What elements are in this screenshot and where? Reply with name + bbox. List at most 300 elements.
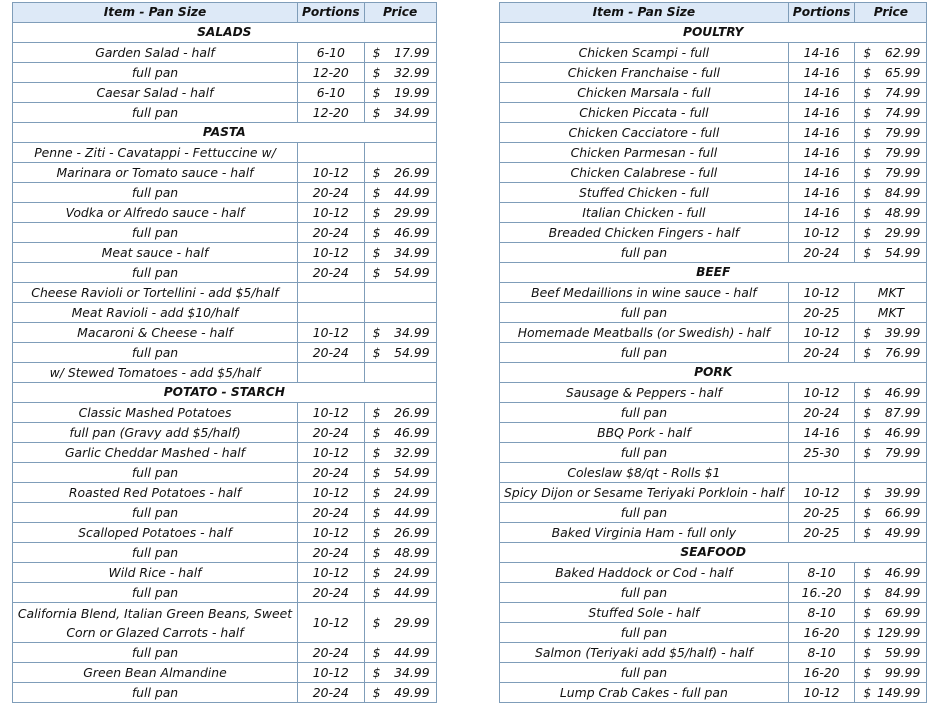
- price-value: 34.99: [394, 105, 430, 120]
- portions-cell: 14-16: [788, 163, 855, 183]
- portions-cell: 14-16: [788, 83, 855, 103]
- portions-cell: [788, 463, 855, 483]
- section-row: [13, 23, 437, 43]
- currency-symbol: $: [372, 545, 381, 560]
- item-name: full pan: [500, 503, 789, 523]
- price-value: 44.99: [394, 505, 430, 520]
- price-cell: [855, 323, 927, 343]
- price-value: 44.99: [394, 645, 430, 660]
- price-cell: [364, 83, 436, 103]
- item-name: Coleslaw $8/qt - Rolls $1: [500, 463, 789, 483]
- item-name: [13, 603, 298, 643]
- price-cell: [364, 463, 436, 483]
- currency-symbol: $: [863, 645, 872, 660]
- header-row: [500, 3, 927, 23]
- table-row: [13, 263, 437, 283]
- price-cell: [855, 123, 927, 143]
- item-name: Caesar Salad - half: [13, 83, 298, 103]
- currency-symbol: $: [863, 685, 872, 700]
- item-name: full pan: [13, 503, 298, 523]
- price-cell: [855, 103, 927, 123]
- currency-symbol: $: [372, 565, 381, 580]
- price-value: 26.99: [394, 165, 430, 180]
- price-cell: [364, 163, 436, 183]
- table-row: [500, 203, 927, 223]
- item-name: Chicken Parmesan - full: [500, 143, 789, 163]
- price-cell: [855, 383, 927, 403]
- portions-cell: 10-12: [298, 403, 365, 423]
- currency-symbol: $: [372, 205, 381, 220]
- item-name: Sausage & Peppers - half: [500, 383, 789, 403]
- portions-cell: 20-24: [298, 643, 365, 663]
- currency-symbol: $: [863, 185, 872, 200]
- price-value: 129.99: [877, 625, 921, 640]
- price-cell: [364, 343, 436, 363]
- currency-symbol: $: [372, 405, 381, 420]
- section-title: BEEF: [500, 263, 927, 283]
- currency-symbol: $: [863, 405, 872, 420]
- portions-cell: 10-12: [298, 603, 365, 643]
- item-name: Meat sauce - half: [13, 243, 298, 263]
- price-value: 149.99: [877, 685, 921, 700]
- currency-symbol: $: [372, 45, 381, 60]
- table-row: [13, 483, 437, 503]
- item-name: full pan: [500, 303, 789, 323]
- price-value: 29.99: [394, 615, 430, 630]
- table-row: [13, 603, 437, 643]
- price-value: 54.99: [394, 265, 430, 280]
- portions-cell: 14-16: [788, 203, 855, 223]
- item-name: full pan: [13, 683, 298, 703]
- item-name: full pan: [13, 63, 298, 83]
- portions-cell: 10-12: [298, 443, 365, 463]
- table-row: [500, 303, 927, 323]
- item-name: Lump Crab Cakes - full pan: [500, 683, 789, 703]
- portions-cell: 10-12: [788, 383, 855, 403]
- table-row: [500, 683, 927, 703]
- table-row: [500, 623, 927, 643]
- item-name: Homemade Meatballs (or Swedish) - half: [500, 323, 789, 343]
- table-row: [500, 103, 927, 123]
- currency-symbol: $: [863, 145, 872, 160]
- portions-cell: [298, 143, 365, 163]
- item-name: Salmon (Teriyaki add $5/half) - half: [500, 643, 789, 663]
- currency-symbol: $: [372, 325, 381, 340]
- price-value: 49.99: [394, 685, 430, 700]
- price-value: 79.99: [884, 445, 921, 460]
- price-value: 32.99: [394, 445, 430, 460]
- section-title: POTATO - STARCH: [13, 383, 437, 403]
- portions-cell: 20-24: [298, 343, 365, 363]
- table-row: [13, 343, 437, 363]
- price-value: 69.99: [884, 605, 921, 620]
- currency-symbol: $: [863, 125, 872, 140]
- portions-cell: 20-24: [298, 543, 365, 563]
- currency-symbol: $: [372, 165, 381, 180]
- table-row: [500, 83, 927, 103]
- table-row: [500, 483, 927, 503]
- table-row: [13, 223, 437, 243]
- item-name: full pan: [13, 263, 298, 283]
- item-name: full pan: [500, 663, 789, 683]
- table-row: [13, 103, 437, 123]
- table-row: [500, 283, 927, 303]
- price-cell: [364, 283, 436, 303]
- price-value: 65.99: [884, 65, 921, 80]
- table-row: [500, 583, 927, 603]
- portions-cell: 14-16: [788, 123, 855, 143]
- section-row: [13, 123, 437, 143]
- header-row: [13, 3, 437, 23]
- currency-symbol: $: [863, 105, 872, 120]
- item-name: full pan: [13, 343, 298, 363]
- header-item: Item - Pan Size: [13, 3, 298, 23]
- portions-cell: 20-24: [298, 183, 365, 203]
- currency-symbol: $: [372, 645, 381, 660]
- currency-symbol: $: [372, 525, 381, 540]
- item-name: Stuffed Sole - half: [500, 603, 789, 623]
- item-name: Chicken Scampi - full: [500, 43, 789, 63]
- price-value: 17.99: [394, 45, 430, 60]
- section-title: POULTRY: [500, 23, 927, 43]
- right-table-body: [500, 23, 927, 703]
- item-name: full pan: [500, 343, 789, 363]
- price-cell: [364, 243, 436, 263]
- portions-cell: 10-12: [788, 283, 855, 303]
- price-cell: [855, 563, 927, 583]
- table-row: [13, 183, 437, 203]
- table-row: [13, 503, 437, 523]
- table-row: [500, 163, 927, 183]
- portions-cell: 20-24: [298, 503, 365, 523]
- item-name: Beef Medaillions in wine sauce - half: [500, 283, 789, 303]
- currency-symbol: $: [863, 385, 872, 400]
- table-row: [13, 403, 437, 423]
- item-name: Green Bean Almandine: [13, 663, 298, 683]
- price-cell: [855, 83, 927, 103]
- portions-cell: 20-24: [788, 403, 855, 423]
- portions-cell: 12-20: [298, 103, 365, 123]
- right-menu-table: [499, 2, 927, 703]
- item-name: w/ Stewed Tomatoes - add $5/half: [13, 363, 298, 383]
- portions-cell: 20-24: [298, 423, 365, 443]
- portions-cell: 14-16: [788, 423, 855, 443]
- price-value: 29.99: [884, 225, 921, 240]
- table-row: [13, 563, 437, 583]
- currency-symbol: $: [863, 45, 872, 60]
- item-name: Penne - Ziti - Cavatappi - Fettuccine w/: [13, 143, 298, 163]
- price-value: 46.99: [394, 425, 430, 440]
- portions-cell: 10-12: [788, 223, 855, 243]
- price-value: 76.99: [884, 345, 921, 360]
- price-value: MKT: [877, 305, 905, 320]
- table-row: [13, 283, 437, 303]
- portions-cell: 20-24: [298, 223, 365, 243]
- price-value: 46.99: [884, 565, 921, 580]
- price-value: 79.99: [884, 165, 921, 180]
- item-name: full pan: [13, 183, 298, 203]
- portions-cell: 10-12: [788, 323, 855, 343]
- price-cell: [364, 43, 436, 63]
- table-row: [500, 43, 927, 63]
- price-cell: [855, 283, 927, 303]
- portions-cell: 10-12: [298, 163, 365, 183]
- item-name: Chicken Franchaise - full: [500, 63, 789, 83]
- item-name-line: Corn or Glazed Carrots - half: [66, 624, 244, 640]
- currency-symbol: $: [372, 685, 381, 700]
- price-value: 74.99: [884, 85, 921, 100]
- price-value: 46.99: [394, 225, 430, 240]
- section-row: [500, 23, 927, 43]
- portions-cell: 14-16: [788, 183, 855, 203]
- section-title: SEAFOOD: [500, 543, 927, 563]
- table-row: [13, 423, 437, 443]
- item-name: Spicy Dijon or Sesame Teriyaki Porkloin - half: [500, 483, 789, 503]
- price-cell: [364, 423, 436, 443]
- item-name: Marinara or Tomato sauce - half: [13, 163, 298, 183]
- portions-cell: 10-12: [788, 483, 855, 503]
- price-value: 24.99: [394, 565, 430, 580]
- price-value: 19.99: [394, 85, 430, 100]
- price-cell: [364, 143, 436, 163]
- item-name: Chicken Piccata - full: [500, 103, 789, 123]
- table-row: [500, 603, 927, 623]
- portions-cell: 20-25: [788, 523, 855, 543]
- currency-symbol: $: [372, 65, 381, 80]
- price-cell: [364, 603, 436, 643]
- currency-symbol: $: [372, 225, 381, 240]
- table-row: [13, 463, 437, 483]
- currency-symbol: $: [372, 465, 381, 480]
- price-cell: [855, 243, 927, 263]
- section-row: [500, 263, 927, 283]
- currency-symbol: $: [372, 615, 381, 630]
- price-cell: [364, 683, 436, 703]
- table-row: [500, 383, 927, 403]
- header-portions: Portions: [788, 3, 855, 23]
- price-value: MKT: [877, 285, 905, 300]
- item-name: Garden Salad - half: [13, 43, 298, 63]
- portions-cell: 20-24: [788, 243, 855, 263]
- table-row: [13, 63, 437, 83]
- table-row: [13, 443, 437, 463]
- price-value: 87.99: [884, 405, 921, 420]
- table-row: [500, 343, 927, 363]
- price-cell: [364, 563, 436, 583]
- price-cell: [855, 223, 927, 243]
- price-cell: [855, 523, 927, 543]
- item-name: Meat Ravioli - add $10/half: [13, 303, 298, 323]
- portions-cell: 6-10: [298, 43, 365, 63]
- price-cell: [855, 443, 927, 463]
- price-cell: [855, 163, 927, 183]
- table-row: [13, 363, 437, 383]
- portions-cell: 14-16: [788, 143, 855, 163]
- item-name: full pan: [13, 463, 298, 483]
- table-row: [13, 163, 437, 183]
- price-cell: [855, 143, 927, 163]
- price-cell: [364, 663, 436, 683]
- price-value: 48.99: [394, 545, 430, 560]
- portions-cell: [298, 363, 365, 383]
- currency-symbol: $: [372, 265, 381, 280]
- table-row: [13, 303, 437, 323]
- portions-cell: 20-24: [298, 263, 365, 283]
- price-value: 34.99: [394, 245, 430, 260]
- price-cell: [855, 643, 927, 663]
- price-value: 54.99: [884, 245, 921, 260]
- table-row: [13, 203, 437, 223]
- portions-cell: 10-12: [298, 663, 365, 683]
- header-item: Item - Pan Size: [500, 3, 789, 23]
- item-name: Baked Haddock or Cod - half: [500, 563, 789, 583]
- header-price: Price: [364, 3, 436, 23]
- price-value: 24.99: [394, 485, 430, 500]
- price-value: 48.99: [884, 205, 921, 220]
- currency-symbol: $: [863, 165, 872, 180]
- currency-symbol: $: [372, 665, 381, 680]
- section-title: PASTA: [13, 123, 437, 143]
- currency-symbol: $: [372, 485, 381, 500]
- currency-symbol: $: [863, 425, 872, 440]
- portions-cell: 10-12: [298, 523, 365, 543]
- currency-symbol: $: [863, 585, 872, 600]
- portions-cell: 25-30: [788, 443, 855, 463]
- item-name: full pan: [13, 223, 298, 243]
- portions-cell: [298, 303, 365, 323]
- price-cell: [855, 603, 927, 623]
- section-title: PORK: [500, 363, 927, 383]
- price-cell: [364, 403, 436, 423]
- portions-cell: 20-24: [298, 583, 365, 603]
- price-cell: [855, 583, 927, 603]
- item-name: Scalloped Potatoes - half: [13, 523, 298, 543]
- price-cell: [855, 683, 927, 703]
- price-value: 54.99: [394, 345, 430, 360]
- price-value: 34.99: [394, 665, 430, 680]
- item-name: full pan: [500, 243, 789, 263]
- currency-symbol: $: [372, 425, 381, 440]
- section-row: [13, 383, 437, 403]
- price-cell: [855, 43, 927, 63]
- portions-cell: 10-12: [298, 483, 365, 503]
- price-cell: [855, 463, 927, 483]
- portions-cell: 8-10: [788, 603, 855, 623]
- price-cell: [364, 523, 436, 543]
- price-value: 46.99: [884, 385, 921, 400]
- table-row: [13, 683, 437, 703]
- item-name: full pan: [13, 583, 298, 603]
- price-value: 66.99: [884, 505, 921, 520]
- price-value: 46.99: [884, 425, 921, 440]
- price-cell: [855, 343, 927, 363]
- portions-cell: 20-25: [788, 503, 855, 523]
- portions-cell: 10-12: [298, 243, 365, 263]
- currency-symbol: $: [863, 605, 872, 620]
- price-value: 34.99: [394, 325, 430, 340]
- table-row: [500, 143, 927, 163]
- item-name: Garlic Cheddar Mashed - half: [13, 443, 298, 463]
- currency-symbol: $: [372, 245, 381, 260]
- portions-cell: 12-20: [298, 63, 365, 83]
- price-cell: [855, 203, 927, 223]
- item-name: Roasted Red Potatoes - half: [13, 483, 298, 503]
- currency-symbol: $: [863, 445, 872, 460]
- price-cell: [855, 403, 927, 423]
- table-row: [13, 663, 437, 683]
- section-row: [500, 543, 927, 563]
- price-value: 26.99: [394, 405, 430, 420]
- table-row: [500, 243, 927, 263]
- portions-cell: 20-24: [298, 683, 365, 703]
- table-row: [13, 83, 437, 103]
- price-value: 79.99: [884, 145, 921, 160]
- header-portions: Portions: [298, 3, 365, 23]
- table-row: [500, 223, 927, 243]
- price-cell: [364, 303, 436, 323]
- currency-symbol: $: [863, 525, 872, 540]
- currency-symbol: $: [372, 585, 381, 600]
- price-value: 84.99: [884, 585, 921, 600]
- section-title: SALADS: [13, 23, 437, 43]
- price-value: 49.99: [884, 525, 921, 540]
- portions-cell: 16-20: [788, 623, 855, 643]
- table-row: [500, 403, 927, 423]
- header-price: Price: [855, 3, 927, 23]
- price-cell: [364, 443, 436, 463]
- currency-symbol: $: [863, 65, 872, 80]
- table-row: [500, 643, 927, 663]
- price-cell: [364, 223, 436, 243]
- currency-symbol: $: [372, 345, 381, 360]
- currency-symbol: $: [863, 665, 872, 680]
- table-row: [500, 463, 927, 483]
- portions-cell: 20-24: [298, 463, 365, 483]
- price-cell: [855, 303, 927, 323]
- currency-symbol: $: [372, 85, 381, 100]
- item-name: full pan: [13, 643, 298, 663]
- price-value: 39.99: [884, 325, 921, 340]
- portions-cell: 8-10: [788, 563, 855, 583]
- item-name-line: California Blend, Italian Green Beans, Sweet: [17, 605, 293, 621]
- currency-symbol: $: [863, 245, 872, 260]
- portions-cell: 10-12: [298, 563, 365, 583]
- price-value: 44.99: [394, 585, 430, 600]
- item-name: full pan: [500, 623, 789, 643]
- item-name: Stuffed Chicken - full: [500, 183, 789, 203]
- price-value: 32.99: [394, 65, 430, 80]
- currency-symbol: $: [372, 445, 381, 460]
- price-cell: [364, 103, 436, 123]
- portions-cell: 20-24: [788, 343, 855, 363]
- table-row: [500, 563, 927, 583]
- item-name: Vodka or Alfredo sauce - half: [13, 203, 298, 223]
- item-name: Chicken Marsala - full: [500, 83, 789, 103]
- item-name: Cheese Ravioli or Tortellini - add $5/half: [13, 283, 298, 303]
- price-cell: [364, 583, 436, 603]
- currency-symbol: $: [863, 565, 872, 580]
- price-cell: [855, 423, 927, 443]
- currency-symbol: $: [372, 105, 381, 120]
- section-row: [500, 363, 927, 383]
- currency-symbol: $: [863, 345, 872, 360]
- currency-symbol: $: [863, 85, 872, 100]
- price-cell: [364, 203, 436, 223]
- table-row: [500, 123, 927, 143]
- price-value: 39.99: [884, 485, 921, 500]
- item-name: Macaroni & Cheese - half: [13, 323, 298, 343]
- table-row: [500, 443, 927, 463]
